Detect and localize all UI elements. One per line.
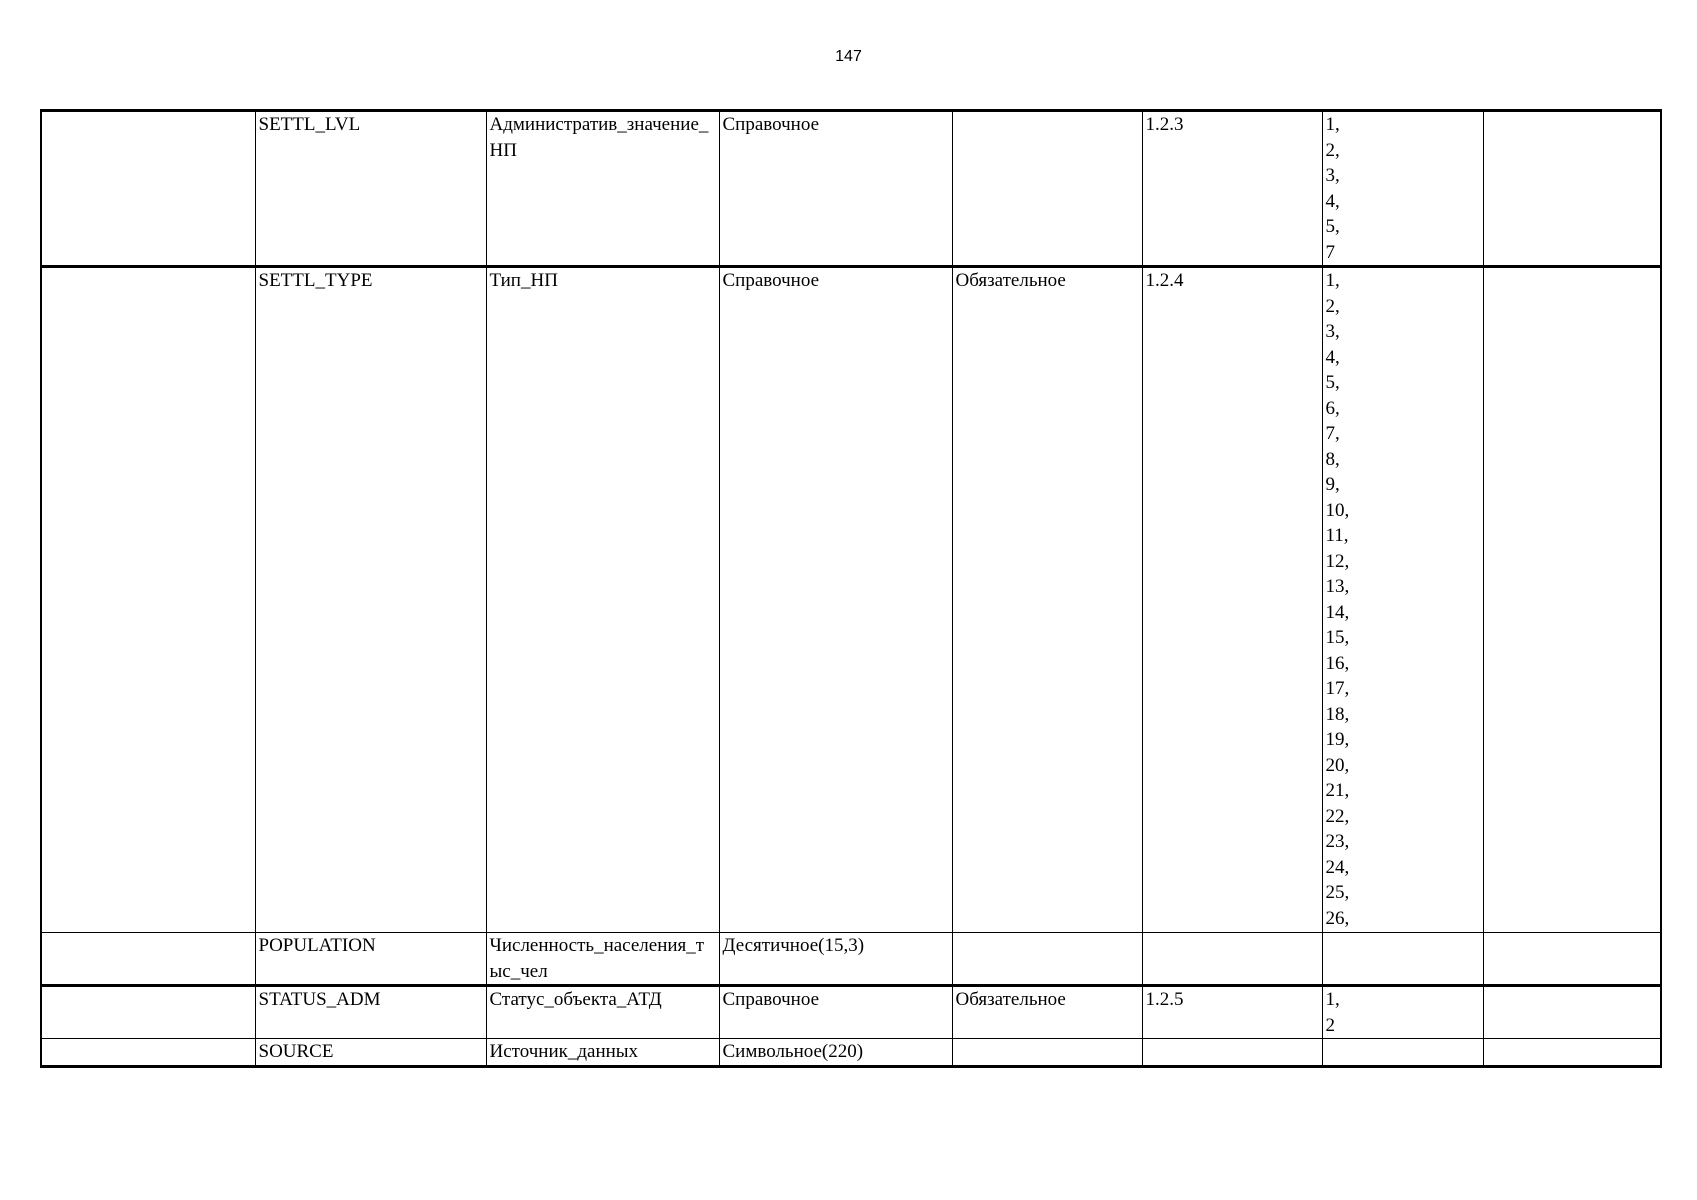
field-name-cell: SETTL_LVL	[255, 111, 486, 267]
reference-cell	[1142, 1039, 1322, 1067]
value-item: 5,	[1325, 372, 1340, 393]
required-cell	[952, 1039, 1142, 1067]
values-cell	[1322, 933, 1483, 986]
field-type-cell: Справочное	[719, 986, 952, 1039]
value-item: 24,	[1325, 856, 1350, 878]
values-cell	[1322, 267, 1483, 933]
value-item: 19,	[1325, 729, 1350, 750]
row-empty-cell	[41, 111, 255, 267]
field-name-cell: STATUS_ADM	[255, 986, 486, 1039]
value-item: 1,	[1325, 114, 1340, 135]
value-item: 11,	[1325, 525, 1349, 546]
value-item: 3,	[1325, 165, 1340, 186]
required-cell: Обязательное	[952, 986, 1142, 1039]
value-item: 18,	[1325, 703, 1350, 725]
value-item: 12,	[1325, 550, 1350, 572]
field-type-cell: Справочное	[719, 267, 952, 933]
value-item: 5,	[1325, 216, 1340, 237]
table-row	[41, 1039, 1661, 1067]
reference-cell	[1142, 933, 1322, 986]
row-empty-cell	[41, 1039, 255, 1067]
note-cell	[1483, 1039, 1661, 1067]
values-cell	[1322, 111, 1483, 267]
field-type-cell: Справочное	[719, 111, 952, 267]
value-item: 23,	[1325, 831, 1350, 852]
reference-cell: 1.2.3	[1142, 111, 1322, 267]
value-item: 4,	[1325, 190, 1340, 212]
row-empty-cell	[41, 986, 255, 1039]
value-item: 14,	[1325, 601, 1350, 623]
value-item: 2,	[1325, 139, 1340, 161]
reference-cell: 1.2.5	[1142, 986, 1322, 1039]
value-item: 26,	[1325, 907, 1350, 929]
table-row	[41, 267, 1661, 933]
required-cell	[952, 933, 1142, 986]
value-item: 2,	[1325, 295, 1340, 317]
field-name-cell: POPULATION	[255, 933, 486, 986]
value-item: 25,	[1325, 882, 1350, 903]
value-item: 1,	[1325, 270, 1340, 291]
value-item: 7	[1325, 241, 1335, 263]
field-name-cell: SETTL_TYPE	[255, 267, 486, 933]
required-cell: Обязательное	[952, 267, 1142, 933]
reference-cell: 1.2.4	[1142, 267, 1322, 933]
value-item: 17,	[1325, 678, 1350, 699]
table-row	[41, 933, 1661, 986]
table-row	[41, 986, 1661, 1039]
note-cell	[1483, 986, 1661, 1039]
field-alias-cell: Тип_НП	[486, 267, 719, 933]
table-row	[41, 111, 1661, 267]
field-type-cell: Символьное(220)	[719, 1039, 952, 1067]
value-item: 13,	[1325, 576, 1350, 597]
attribute-table	[40, 109, 1662, 1068]
value-item: 15,	[1325, 627, 1350, 648]
value-item: 16,	[1325, 652, 1350, 674]
page-number: 147	[835, 48, 862, 65]
row-empty-cell	[41, 933, 255, 986]
values-cell	[1322, 1039, 1483, 1067]
values-cell	[1322, 986, 1483, 1039]
value-item: 2	[1325, 1014, 1335, 1036]
value-item: 21,	[1325, 780, 1350, 801]
value-item: 22,	[1325, 805, 1350, 827]
value-item: 7,	[1325, 423, 1340, 444]
value-item: 9,	[1325, 474, 1340, 495]
value-item: 3,	[1325, 321, 1340, 342]
field-type-cell: Десятичное(15,3)	[719, 933, 952, 986]
field-alias-cell: Административ_значение_НП	[486, 111, 719, 267]
value-item: 6,	[1325, 397, 1340, 419]
field-alias-cell: Численность_населения_тыс_чел	[486, 933, 719, 986]
field-name-cell: SOURCE	[255, 1039, 486, 1067]
field-alias-cell: Источник_данных	[486, 1039, 719, 1067]
row-empty-cell	[41, 267, 255, 933]
value-item: 20,	[1325, 754, 1350, 776]
value-item: 1,	[1325, 989, 1340, 1010]
required-cell	[952, 111, 1142, 267]
note-cell	[1483, 267, 1661, 933]
field-alias-cell: Статус_объекта_АТД	[486, 986, 719, 1039]
note-cell	[1483, 111, 1661, 267]
value-item: 4,	[1325, 346, 1340, 368]
value-item: 10,	[1325, 499, 1350, 521]
value-item: 8,	[1325, 448, 1340, 470]
note-cell	[1483, 933, 1661, 986]
